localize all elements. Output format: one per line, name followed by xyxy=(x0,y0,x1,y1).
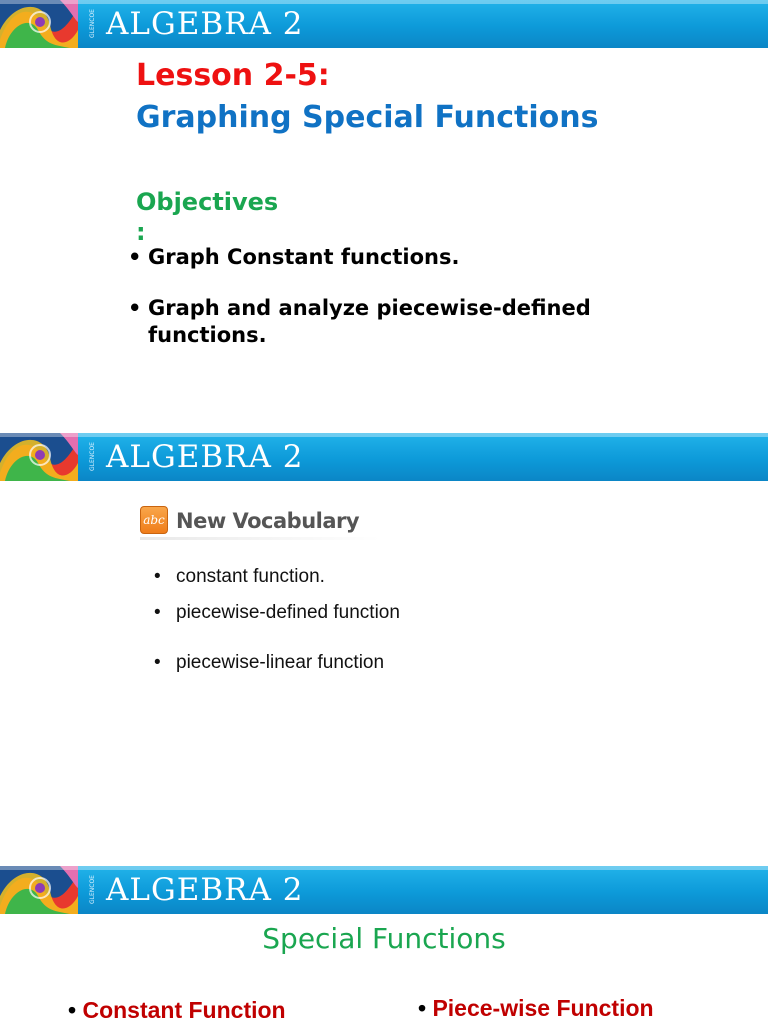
bullet-icon: • xyxy=(128,245,142,269)
new-vocabulary-header xyxy=(138,505,383,537)
bullet-icon: • xyxy=(154,566,161,587)
lesson-number: Lesson 2-5: xyxy=(136,58,330,93)
vocabulary-title: New Vocabulary xyxy=(176,509,360,533)
bullet-icon: • xyxy=(154,652,161,673)
constant-function-item xyxy=(68,997,286,1024)
vocabulary-term: piecewise-defined function xyxy=(176,602,400,623)
header-divider xyxy=(140,537,380,540)
objectives-list xyxy=(128,244,688,373)
bullet-icon: • xyxy=(154,602,161,623)
swirl-logo-icon xyxy=(0,433,78,481)
slide-lesson-title xyxy=(0,0,768,420)
vocabulary-item xyxy=(154,651,400,675)
course-title: ALGEBRA 2 xyxy=(106,6,304,42)
abc-icon: abc xyxy=(140,506,168,534)
piecewise-function-item xyxy=(418,995,654,1022)
objective-text: Graph and analyze piecewise-defined functions. xyxy=(148,296,591,347)
vocabulary-item xyxy=(154,601,400,625)
objective-item xyxy=(128,295,688,349)
publisher-mark: GLENCOE xyxy=(89,9,96,38)
vocabulary-item xyxy=(154,565,400,589)
objectives-label: Objectives xyxy=(136,188,279,216)
bullet-icon: • xyxy=(128,296,142,320)
algebra-banner xyxy=(0,866,768,914)
vocabulary-term: constant function. xyxy=(176,566,325,587)
algebra-banner xyxy=(0,433,768,481)
lesson-title: Graphing Special Functions xyxy=(136,100,599,135)
objective-item xyxy=(128,244,688,271)
publisher-mark: GLENCOE xyxy=(89,442,96,471)
vocabulary-list xyxy=(154,565,400,675)
vocabulary-term: piecewise-linear function xyxy=(176,652,385,673)
piecewise-function-label: Piece-wise Function xyxy=(432,995,654,1021)
slide-vocabulary xyxy=(0,433,768,853)
bullet-icon: • xyxy=(418,995,427,1021)
algebra-banner xyxy=(0,0,768,48)
course-title: ALGEBRA 2 xyxy=(106,439,304,475)
special-functions-heading: Special Functions xyxy=(262,922,506,955)
slide-special-functions xyxy=(0,866,768,1024)
objective-text: Graph Constant functions. xyxy=(148,245,460,269)
publisher-mark: GLENCOE xyxy=(89,875,96,904)
swirl-logo-icon xyxy=(0,866,78,914)
objectives-colon: : xyxy=(136,218,146,246)
swirl-logo-icon xyxy=(0,0,78,48)
course-title: ALGEBRA 2 xyxy=(106,872,304,908)
constant-function-label: Constant Function xyxy=(82,997,286,1023)
bullet-icon: • xyxy=(68,997,77,1023)
